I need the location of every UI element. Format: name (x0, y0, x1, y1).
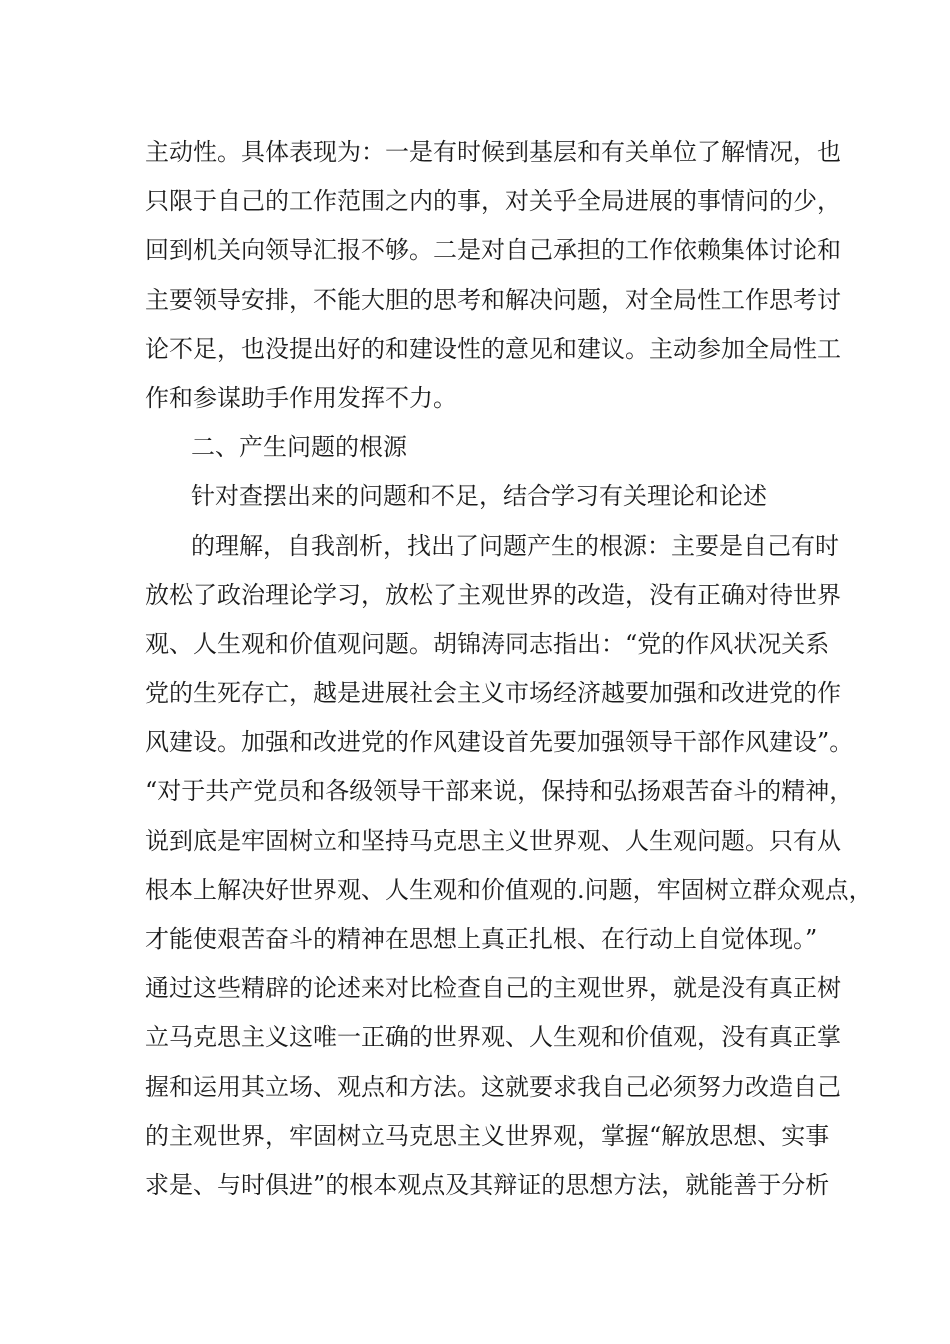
text-line-18: 通过这些精辟的论述来对比检查自己的主观世界，就是没有真正树 (145, 974, 841, 1003)
text-line-14: “对于共产党员和各级领导干部来说，保持和弘扬艰苦奋斗的精神， (145, 777, 854, 806)
text-line-12: 党的生死存亡，越是进展社会主义市场经济越要加强和改进党的作 (145, 679, 841, 708)
text-line-1: 主动性。具体表现为：一是有时候到基层和有关单位了解情况，也 (145, 138, 841, 166)
text-line-9: 的理解，自我剖析，找出了问题产生的根源：主要是自己有时 (191, 531, 839, 560)
section-heading: 二、产生问题的根源 (191, 433, 407, 462)
text-line-16: 根本上解决好世界观、人生观和价值观的.问题，牢固树立群众观点， (145, 875, 873, 904)
text-line-3: 回到机关向领导汇报不够。二是对自己承担的工作依赖集体讨论和 (145, 236, 841, 265)
text-line-10: 放松了政治理论学习，放松了主观世界的改造，没有正确对待世界 (145, 580, 841, 609)
text-line-4: 主要领导安排，不能大胆的思考和解决问题，对全局性工作思考讨 (145, 285, 841, 314)
body-text (145, 128, 873, 1210)
text-line-2: 只限于自己的工作范围之内的事，对关乎全局进展的事情问的少， (145, 187, 841, 216)
text-line-11: 观、人生观和价值观问题。胡锦涛同志指出：“党的作风状况关系 (145, 629, 830, 658)
text-line-13: 风建设。加强和改进党的作风建设首先要加强领导干部作风建设”。 (145, 728, 854, 757)
text-line-22: 求是、与时俱进”的根本观点及其辩证的思想方法，就能善于分析 (145, 1170, 830, 1199)
text-line-15: 说到底是牢固树立和坚持马克思主义世界观、人生观问题。只有从 (145, 826, 841, 855)
text-line-5: 论不足，也没提出好的和建设性的意见和建议。主动参加全局性工 (145, 334, 841, 363)
text-line-17: 才能使艰苦奋斗的精神在思想上真正扎根、在行动上自觉体现。” (145, 925, 818, 953)
text-line-20: 握和运用其立场、观点和方法。这就要求我自己必须努力改造自己 (145, 1072, 841, 1101)
text-line-19: 立马克思主义这唯一正确的世界观、人生观和价值观，没有真正掌 (145, 1023, 841, 1052)
text-line-21: 的主观世界，牢固树立马克思主义世界观，掌握“解放思想、实事 (145, 1121, 830, 1150)
text-line-6: 作和参谋助手作用发挥不力。 (145, 383, 457, 412)
text-line-8: 针对查摆出来的问题和不足，结合学习有关理论和论述 (191, 482, 767, 511)
